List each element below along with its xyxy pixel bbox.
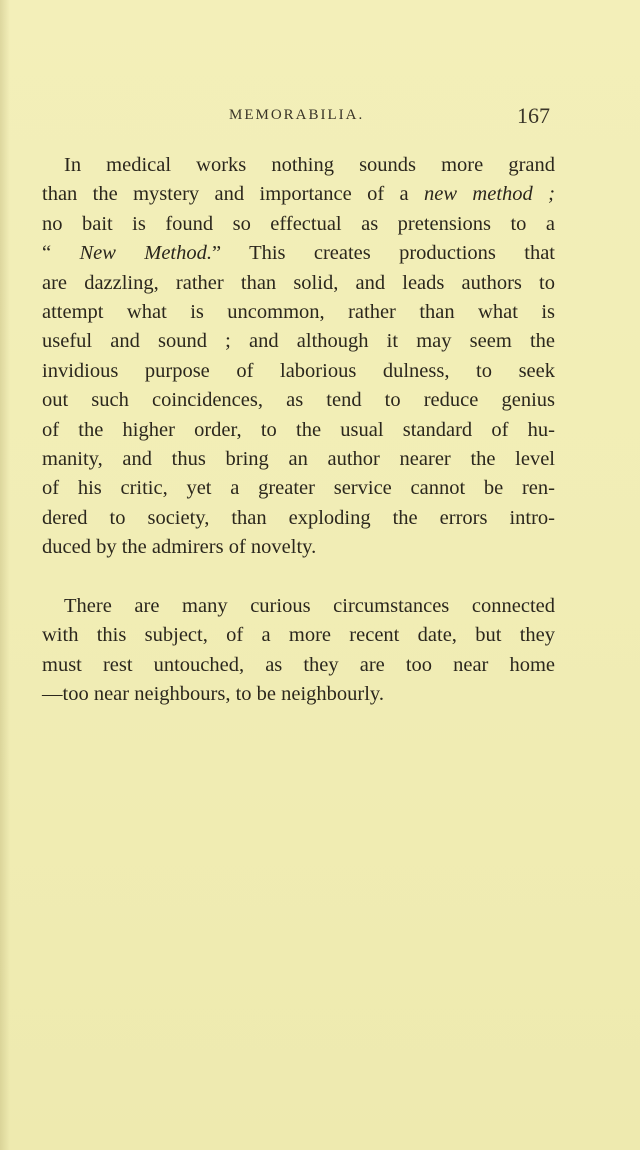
text-line: out such coincidences, as tend to reduce genius <box>42 389 555 412</box>
text-run: than the mystery and importance of a <box>42 183 425 206</box>
text-line <box>42 180 555 209</box>
text-line: manity, and thus bring an author nearer the level <box>42 448 555 471</box>
text-line: are dazzling, rather than solid, and leads authors to <box>42 271 555 294</box>
text-line: invidious purpose of laborious dulness, to seek <box>42 359 555 382</box>
page-header <box>0 103 640 133</box>
italic-text: new method ; <box>424 183 555 206</box>
paragraph-1 <box>42 151 555 563</box>
paragraph-2 <box>42 592 555 710</box>
text-line: dered to society, than exploding the errors intro- <box>42 506 555 529</box>
text-run: ” This creates productions that <box>212 242 555 265</box>
paragraph-gap <box>42 563 555 592</box>
text-line <box>42 239 555 268</box>
text-line: In medical works nothing sounds more grand <box>64 154 555 176</box>
text-line: with this subject, of a more recent date, but they <box>42 624 555 647</box>
text-line: no bait is found so effectual as pretensions to a <box>42 212 555 235</box>
body-text <box>42 151 555 709</box>
italic-text: New Method. <box>79 242 212 265</box>
running-head: MEMORABILIA. <box>229 107 365 123</box>
text-line: useful and sound ; and although it may seem the <box>42 330 555 353</box>
text-line: must rest untouched, as they are too near home <box>42 653 555 676</box>
page-gutter-shadow <box>0 0 10 1150</box>
text-line: of his critic, yet a greater service cannot be ren- <box>42 477 555 500</box>
text-line: duced by the admirers of novelty. <box>42 536 317 559</box>
text-line: of the higher order, to the usual standard of hu- <box>42 418 555 441</box>
text-line: attempt what is uncommon, rather than what is <box>42 301 555 324</box>
text-run: “ <box>42 242 80 265</box>
page-number: 167 <box>517 103 550 128</box>
text-line: —too near neighbours, to be neighbourly. <box>42 682 384 705</box>
text-line: There are many curious circumstances connected <box>64 594 555 617</box>
